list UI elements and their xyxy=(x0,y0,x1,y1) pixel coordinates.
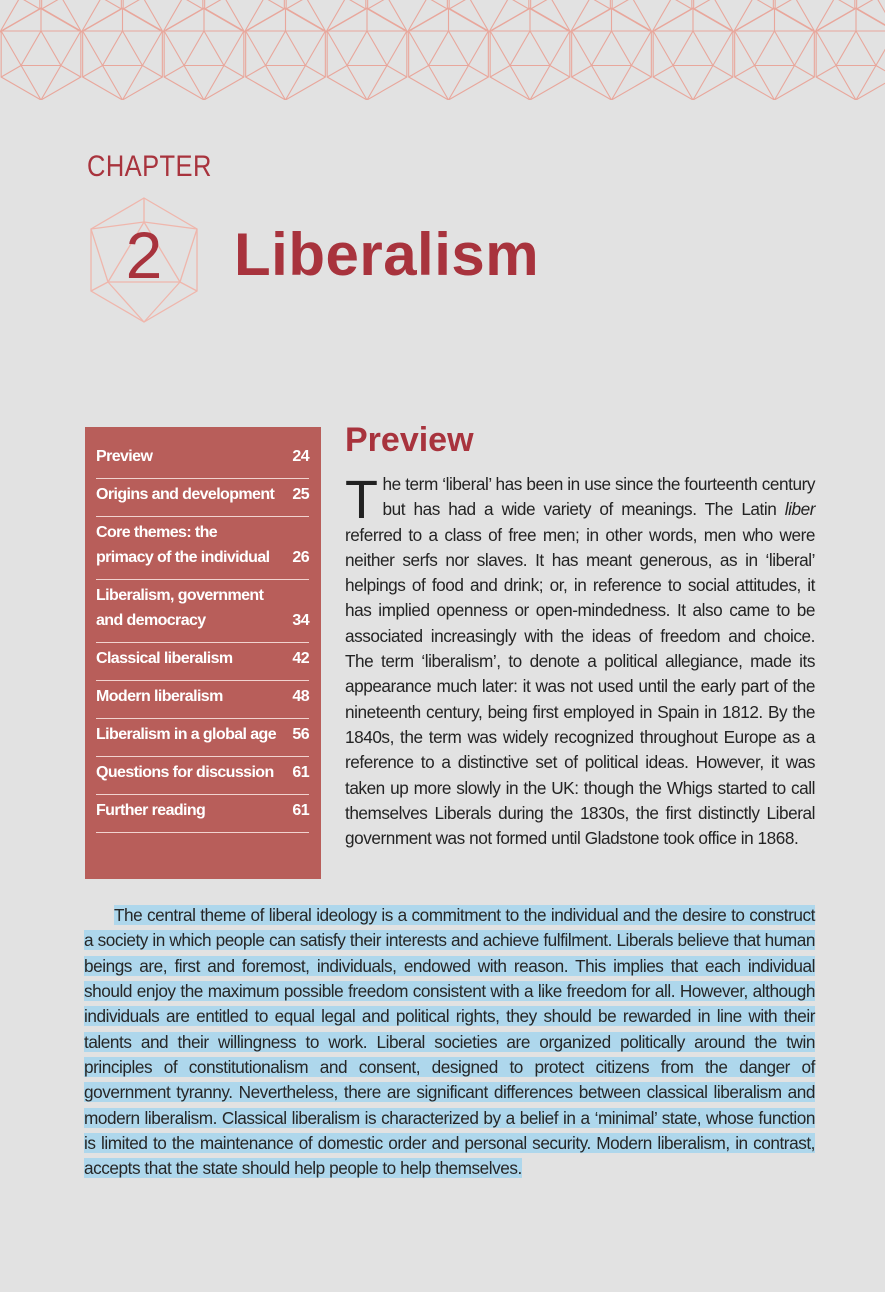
toc-item-page: 34 xyxy=(292,612,309,629)
icosahedron-shape xyxy=(83,8,163,100)
icosahedron-shape xyxy=(735,8,815,100)
toc-item-label: Questions for discussion xyxy=(96,764,274,781)
toc-item-label: Preview xyxy=(96,448,153,465)
icosahedron-shape xyxy=(0,0,40,32)
icosahedron-shape xyxy=(775,0,855,32)
toc-item[interactable] xyxy=(96,441,309,479)
toc-item-label: Core themes: the primacy of the individual xyxy=(96,524,270,566)
drop-cap: T xyxy=(345,470,378,530)
preview-text-part-2: referred to a class of free men; in other words, men who were neither serfs nor slaves. It has meant generous, as in ‘liberal’ helpings of food and drink; or, in reference to social attitudes, it has implied openness or open-mindedness. It also came to be associated increasingly with the ideas of freedom and choice. The term ‘liberalism’, to denote a political allegiance, made its appearance much later: it was not used until the early part of the nineteenth century, being first employed in Spain in 1812. By the 1840s, the term was widely recognized throughout Europe as a reference to a distinctive set of political ideas. However, it was taken up more slowly in the UK: though the Whigs started to call themselves Liberals during the 1830s, the first distinctly Liberal government was not formed until Gladstone took office in 1868. xyxy=(345,524,815,849)
toc-item-page: 48 xyxy=(292,688,309,705)
toc-item-page: 24 xyxy=(292,448,309,465)
toc-item-page: 42 xyxy=(292,650,309,667)
toc-item[interactable] xyxy=(96,795,309,833)
icosahedron-shape xyxy=(409,8,489,100)
icosahedron-shape xyxy=(572,8,652,100)
icosahedron-shape xyxy=(612,0,692,32)
toc-item[interactable] xyxy=(96,681,309,719)
toc-item-page: 26 xyxy=(292,549,309,566)
toc-item-label: Origins and development xyxy=(96,486,275,503)
chapter-title: Liberalism xyxy=(234,221,540,288)
toc-item[interactable] xyxy=(96,757,309,795)
icosahedron-shape xyxy=(531,0,611,32)
icosahedron-shape xyxy=(694,0,774,32)
toc-item-label: Classical liberalism xyxy=(96,650,233,667)
preview-text-part-1: he term ‘liberal’ has been in use since the fourteenth century but has had a wide variety of meanings. The Latin xyxy=(382,474,815,520)
chapter-number: 2 xyxy=(125,218,163,292)
toc-item[interactable] xyxy=(96,580,309,643)
icosahedron-shape xyxy=(1,8,81,100)
highlighted-text[interactable]: The central theme of liberal ideology is a commitment to the individual and the desire to construct a society in which people can satisfy their interests and achieve fulfilment. Liberals believe that human beings are, first and foremost, individuals, endowed with reason. This implies that each individual should enjoy the maximum possible freedom consistent with a like freedom for all. However, although individuals are entitled to equal legal and political rights, they should be rewarded in line with their talents and their willingness to work. Liberal societies are organized politically around the twin principles of constitutionalism and consent, designed to protect citizens from the danger of government tyranny. Nevertheless, there are significant differences between classical liberalism and modern liberalism. Classical liberalism is characterized by a belief in a ‘minimal’ state, whose function is limited to the maintenance of domestic order and personal security. Modern liberalism, in contrast, accepts that the state should help people to help themselves. xyxy=(84,905,815,1179)
toc-item-page: 61 xyxy=(292,802,309,819)
icosahedron-pattern-banner xyxy=(0,0,885,100)
icosahedron-shape xyxy=(327,8,407,100)
chapter-label: CHAPTER xyxy=(87,150,212,183)
preview-text-italic: liber xyxy=(784,499,815,520)
icosahedron-shape xyxy=(286,0,366,32)
icosahedron-shape xyxy=(816,8,885,100)
chapter-contents-box xyxy=(85,427,321,879)
toc-item[interactable] xyxy=(96,643,309,681)
preview-heading: Preview xyxy=(345,421,474,459)
toc-item-page: 61 xyxy=(292,764,309,781)
icosahedron-shape xyxy=(205,0,285,32)
preview-paragraph xyxy=(345,472,815,851)
icosahedron-shape xyxy=(42,0,122,32)
icosahedron-shape xyxy=(123,0,203,32)
toc-item-label: Liberalism, government and democracy xyxy=(96,587,264,629)
toc-item-label: Modern liberalism xyxy=(96,688,223,705)
icosahedron-shape xyxy=(653,8,733,100)
icosahedron-shape xyxy=(449,0,529,32)
toc-item[interactable] xyxy=(96,517,309,580)
toc-item-label: Liberalism in a global age xyxy=(96,726,277,743)
icosahedron-shape xyxy=(490,8,570,100)
toc-item[interactable] xyxy=(96,719,309,757)
toc-item[interactable] xyxy=(96,479,309,517)
icosahedron-shape xyxy=(368,0,448,32)
selected-paragraph[interactable] xyxy=(84,903,815,1182)
toc-item-page: 25 xyxy=(292,486,309,503)
toc-item-page: 56 xyxy=(292,726,309,743)
icosahedron-shape xyxy=(164,8,244,100)
icosahedron-shape xyxy=(246,8,326,100)
toc-item-label: Further reading xyxy=(96,802,206,819)
